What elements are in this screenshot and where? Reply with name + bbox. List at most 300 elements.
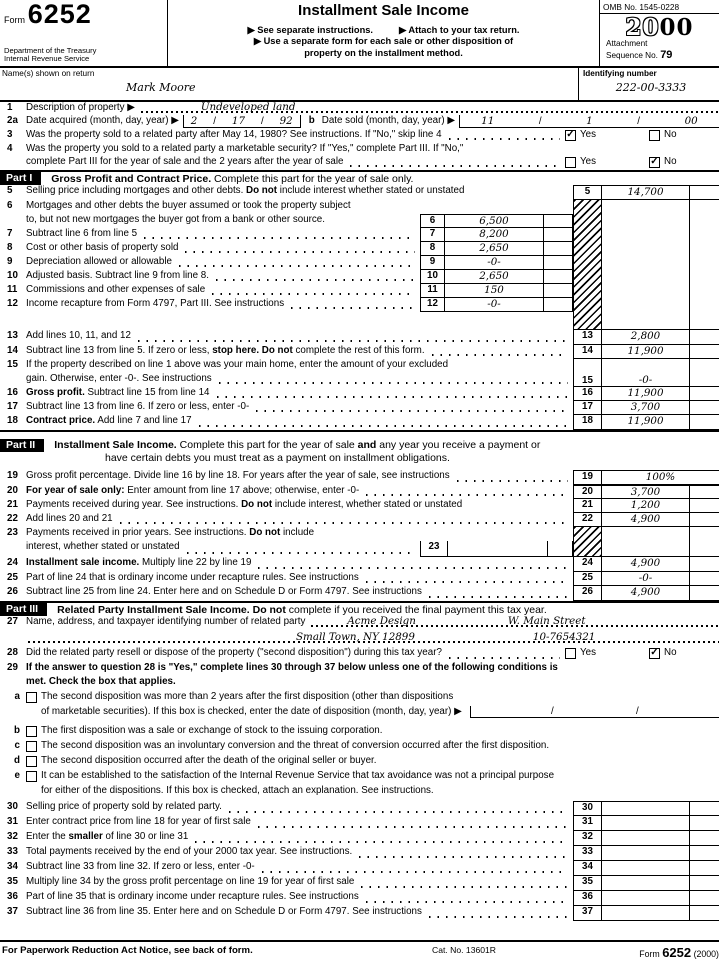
line-11-label: Commissions and other expenses of sale: [26, 284, 206, 295]
line-13-numbox: 13: [573, 330, 602, 345]
line-25-label: Part of line 24 that is ordinary income under recapture rules. See instructions: [26, 572, 359, 583]
line-10-number: 10: [7, 270, 18, 281]
line-20-numbox: 20: [573, 485, 602, 499]
line-37-numbox: 37: [573, 906, 602, 921]
line-7-label: Subtract line 6 from line 5: [26, 228, 138, 239]
line-37-row: [0, 906, 719, 921]
line-22-label: Add lines 20 and 21: [26, 513, 113, 524]
line-2a-label: Date acquired (month, day, year) ▶: [26, 115, 179, 126]
dot-leader: [212, 293, 415, 295]
dot-leader: [449, 657, 560, 659]
line-27-label: Name, address, and taxpayer identifying number of related party: [26, 616, 306, 627]
line-14-numbox: 14: [573, 345, 602, 359]
taxpayer-name-field[interactable]: Mark Moore: [126, 81, 196, 94]
omb-number: OMB No. 1545-0228: [600, 0, 719, 14]
line-29a-checkbox[interactable]: [26, 692, 37, 703]
dot-leader: [432, 354, 568, 356]
line-35-number: 35: [7, 876, 18, 887]
line-35-cents[interactable]: [690, 876, 719, 891]
line-6-label-1: Mortgages and other debts the buyer assumed or took the property subject: [26, 200, 351, 211]
blank-area: [602, 200, 690, 330]
line-32-amount[interactable]: [602, 831, 690, 846]
line-12-number: 12: [7, 298, 18, 309]
form-title: Installment Sale Income: [298, 2, 469, 19]
line-37-label: Subtract line 36 from line 35. Enter here and on Schedule D or Form 4797. See instructions: [26, 906, 422, 917]
date-acquired-field[interactable]: 2 / 17 / 92: [183, 115, 301, 128]
identifying-number-label: Identifying number: [583, 69, 657, 78]
line-29a-row: [0, 691, 719, 706]
line-35-amount[interactable]: [602, 876, 690, 891]
line-29d-checkbox[interactable]: [26, 756, 37, 767]
line-18-number: 18: [7, 415, 18, 426]
line-28-yes-label: Yes: [580, 647, 596, 658]
line-29-label-2: met. Check the box that applies.: [26, 676, 176, 687]
line-31-amount[interactable]: [602, 816, 690, 831]
line-4-no-label: No: [664, 156, 677, 167]
line-13-number: 13: [7, 330, 18, 341]
line-22-row: [0, 513, 719, 527]
line-13-label: Add lines 10, 11, and 12: [26, 330, 131, 341]
dot-leader: [361, 886, 568, 888]
dot-leader: [187, 552, 415, 554]
line-17-row: [0, 401, 719, 415]
line-18-numbox: 18: [573, 415, 602, 430]
line-31-numbox: 31: [573, 816, 602, 831]
line-24-cents[interactable]: [690, 557, 719, 572]
line-6-label-2: to, but not new mortgages the buyer got from a bank or other source.: [26, 214, 325, 225]
line-15-numbox: 15: [573, 359, 602, 387]
line-4-label-1: Was the property you sold to a related party a marketable security? If "Yes," complete Part III. If "No,": [26, 143, 464, 154]
line-26-label: Subtract line 25 from line 24. Enter here and on Schedule D or Form 4797. See instructions: [26, 586, 422, 597]
dot-leader: [291, 307, 415, 309]
line-4-number: 4: [7, 143, 13, 154]
line-36-amount[interactable]: [602, 891, 690, 906]
line-29c-letter: c: [14, 740, 20, 751]
line-24-amount[interactable]: 4,900: [602, 557, 690, 572]
line-32-cents[interactable]: [690, 831, 719, 846]
line-1-number: 1: [7, 102, 13, 113]
line-3-no-label: No: [664, 129, 677, 140]
line-33-number: 33: [7, 846, 18, 857]
line-1-label: Description of property ▶: [26, 102, 135, 113]
line-11-amount[interactable]: 150: [445, 284, 544, 298]
form-footer-id: Form 6252 (2000): [639, 945, 719, 960]
line-16-amount[interactable]: 11,900: [602, 387, 690, 401]
line-18-row: [0, 415, 719, 430]
dot-leader: [449, 138, 560, 140]
line-12-amount[interactable]: -0-: [445, 298, 544, 312]
line-29a-label-1: The second disposition was more than 2 years after the first disposition (other than dispositions: [41, 691, 454, 702]
checkmark: ✓: [566, 129, 575, 140]
line-29c-checkbox[interactable]: [26, 741, 37, 752]
line-27-entry-2[interactable]: [28, 632, 719, 643]
line-14-cents[interactable]: [690, 345, 719, 359]
line-6-number: 6: [7, 200, 13, 211]
line-15-label-2: gain. Otherwise, enter -0-. See instructions: [26, 373, 212, 384]
part-2-title-2: have certain debts you must treat as a payment on installment obligations.: [105, 451, 450, 464]
line-25-numbox: 25: [573, 572, 602, 586]
dot-leader: [229, 811, 568, 813]
line-33-cents[interactable]: [690, 846, 719, 861]
attachment-sequence: Attachment Sequence No. 79: [606, 39, 673, 61]
line-37-amount[interactable]: [602, 906, 690, 921]
line-17-amount[interactable]: 3,700: [602, 401, 690, 415]
checkmark: ✓: [650, 156, 659, 167]
line-17-numbox: 17: [573, 401, 602, 415]
dot-leader: [429, 596, 568, 598]
line-17-number: 17: [7, 401, 18, 412]
line-3-number: 3: [7, 129, 13, 140]
line-10-cents[interactable]: [544, 270, 573, 284]
line-4-yes-label: Yes: [580, 156, 596, 167]
line-8-numbox: 8: [420, 242, 445, 256]
lines-6-12-block: [0, 200, 719, 330]
line-11-cents[interactable]: [544, 284, 573, 298]
form-word: Form: [4, 15, 25, 25]
line-19-row: [0, 470, 719, 485]
line-26-row: [0, 586, 719, 601]
line-5-cents[interactable]: [690, 185, 719, 200]
line-29e-row-2: [0, 785, 719, 801]
line-13-row: [0, 330, 719, 345]
instruction-bullet-4: property on the installment method.: [304, 47, 463, 58]
line-29e-label-2: for either of the dispositions. If this box is checked, attach an explanation. See instructions.: [41, 785, 434, 796]
line-5-amount[interactable]: 14,700: [602, 185, 690, 200]
line-24-numbox: 24: [573, 557, 602, 572]
part-1-header: [0, 170, 719, 185]
line-31-label: Enter contract price from line 18 for year of first sale: [26, 816, 251, 827]
line-8-label: Cost or other basis of property sold: [26, 242, 179, 253]
line-23-label-2: interest, whether stated or unstated: [26, 541, 180, 552]
part-1-chip: Part I: [0, 172, 41, 185]
line-19-amount[interactable]: 100%: [602, 470, 719, 485]
paperwork-notice: For Paperwork Reduction Act Notice, see back of form.: [2, 945, 253, 956]
name-row: [0, 68, 719, 102]
line-29d-label: The second disposition occurred after the death of the original seller or buyer.: [41, 755, 377, 766]
line-33-row: [0, 846, 719, 861]
line-28-number: 28: [7, 647, 18, 658]
part-2-header: [0, 430, 719, 470]
line-8-amount[interactable]: 2,650: [445, 242, 544, 256]
line-26-numbox: 26: [573, 586, 602, 601]
line-3-label: Was the property sold to a related party after May 14, 1980? See instructions. If "No," skip line 4: [26, 129, 442, 140]
line-5-numbox: 5: [573, 185, 602, 200]
line-21-numbox: 21: [573, 499, 602, 513]
form-header: [0, 0, 719, 68]
line-20-row: [0, 485, 719, 499]
line-4-label-2: complete Part III for the year of sale and the 2 years after the year of sale: [26, 156, 344, 167]
dot-leader: [457, 480, 568, 482]
line-26-cents[interactable]: [690, 586, 719, 601]
instruction-bullet-1: ▶ See separate instructions.: [247, 25, 374, 35]
line-20-amount[interactable]: 3,700: [602, 485, 690, 499]
line-7-number: 7: [7, 228, 13, 239]
line-1-entry[interactable]: [141, 102, 719, 113]
line-6-amount[interactable]: 6,500: [445, 214, 544, 228]
line-29-number: 29: [7, 662, 18, 673]
form-number: 6252: [27, 0, 92, 29]
line-34-cents[interactable]: [690, 861, 719, 876]
line-16-numbox: 16: [573, 387, 602, 401]
line-37-number: 37: [7, 906, 18, 917]
blank-area: [602, 527, 690, 557]
line-15-cents[interactable]: [690, 359, 719, 387]
related-party-name[interactable]: Acme Design: [347, 616, 416, 627]
line-29b-checkbox[interactable]: [26, 726, 37, 737]
catalog-number: Cat. No. 13601R: [432, 945, 497, 955]
line-24-label: Installment sale income. Multiply line 22 by line 19: [26, 557, 252, 568]
line-23-numbox: 23: [420, 541, 448, 557]
line-13-cents[interactable]: [690, 330, 719, 345]
line-36-numbox: 36: [573, 891, 602, 906]
line-3-yes-checkbox[interactable]: [565, 130, 576, 141]
line-29c-row: [0, 740, 719, 755]
line-29a-label-2: of marketable securities). If this box is checked, enter the date of disposition (month, day, year) ▶: [41, 706, 462, 717]
line-32-label: Enter the smaller of line 30 or line 31: [26, 831, 189, 842]
line-30-amount[interactable]: [602, 801, 690, 816]
form-number-block: [0, 0, 168, 66]
part-2-title: Installment Sale Income. Complete this part for the year of sale and any year you receive a payment or: [54, 439, 541, 451]
line-21-cents[interactable]: [690, 499, 719, 513]
line-10-label: Adjusted basis. Subtract line 9 from line 8.: [26, 270, 209, 281]
line-33-amount[interactable]: [602, 846, 690, 861]
dot-leader: [138, 340, 568, 342]
line-32-number: 32: [7, 831, 18, 842]
line-12-label: Income recapture from Form 4797, Part III. See instructions: [26, 298, 285, 309]
line-29a-row-2: [0, 706, 719, 725]
line-5-label: Selling price including mortgages and other debts. Do not include interest whether stated or unstated: [26, 185, 465, 196]
line-36-cents[interactable]: [690, 891, 719, 906]
line-12-cents[interactable]: [544, 298, 573, 312]
line-22-number: 22: [7, 513, 18, 524]
line-21-row: [0, 499, 719, 513]
line-31-number: 31: [7, 816, 18, 827]
dot-leader: [366, 581, 568, 583]
line-31-row: [0, 816, 719, 831]
line-25-number: 25: [7, 572, 18, 583]
part-2-chip: Part II: [0, 439, 44, 452]
line-4-row: [0, 143, 719, 156]
dot-leader: [262, 871, 568, 873]
line-32-row: [0, 831, 719, 846]
line-26-amount[interactable]: 4,900: [602, 586, 690, 601]
line-25-amount[interactable]: -0-: [602, 572, 690, 586]
line-31-cents[interactable]: [690, 816, 719, 831]
line-23-amount[interactable]: [448, 541, 548, 557]
line-19-numbox: 19: [573, 470, 602, 485]
line-35-label: Multiply line 34 by the gross profit percentage on line 19 for year of first sale: [26, 876, 355, 887]
line-29e-row: [0, 770, 719, 785]
dot-leader: [219, 382, 568, 384]
line-18-amount[interactable]: 11,900: [602, 415, 690, 430]
dot-leader: [217, 396, 568, 398]
line-3-row: [0, 129, 719, 143]
line-27-row: [0, 616, 719, 632]
dot-leader: [366, 901, 568, 903]
line-3-yes-label: Yes: [580, 129, 596, 140]
name-label: Name(s) shown on return: [2, 69, 95, 78]
line-19-label: Gross profit percentage. Divide line 16 by line 18. For years after the year of sale, see instructions: [26, 470, 450, 481]
line-14-number: 14: [7, 345, 18, 356]
line-4-yes-checkbox[interactable]: [565, 157, 576, 168]
date-sold-field[interactable]: 11 / 1 / 00: [459, 115, 719, 128]
line-12-numbox: 12: [420, 298, 445, 312]
part-1-title: Gross Profit and Contract Price. Complete this part for the year of sale only.: [51, 172, 414, 185]
line-7-numbox: 7: [420, 228, 445, 242]
line-24-row: [0, 557, 719, 572]
part-3-chip: Part III: [0, 603, 47, 616]
line-25-row: [0, 572, 719, 586]
line-3-no-checkbox[interactable]: [649, 130, 660, 141]
line-28-no-label: No: [664, 647, 677, 658]
line-17-label: Subtract line 13 from line 6. If zero or less, enter -0-: [26, 401, 250, 412]
tax-year: 2000: [625, 14, 694, 41]
line-24-number: 24: [7, 557, 18, 568]
line-21-number: 21: [7, 499, 18, 510]
hatched-area: [573, 527, 602, 557]
line-10-amount[interactable]: 2,650: [445, 270, 544, 284]
line-23-cents[interactable]: [548, 541, 573, 557]
property-description-value[interactable]: Undeveloped land: [200, 102, 296, 113]
dot-leader: [429, 916, 568, 918]
line-15-number: 15: [7, 359, 18, 370]
line-5-row: [0, 185, 719, 200]
line-6-cents[interactable]: [544, 214, 573, 228]
line-15-row: [0, 359, 719, 387]
form-footer: [0, 940, 719, 963]
line-8-cents[interactable]: [544, 242, 573, 256]
related-party-tin[interactable]: 10-7654321: [532, 632, 596, 643]
line-21-label: Payments received during year. See instructions. Do not include interest, whether stated or unstated: [26, 499, 463, 510]
line-20-number: 20: [7, 485, 18, 496]
line-28-yes-checkbox[interactable]: [565, 648, 576, 659]
line-29b-letter: b: [14, 725, 20, 736]
line-28-label: Did the related party resell or dispose of the property ("second disposition") during this tax year?: [26, 647, 442, 658]
line-29-label-1: If the answer to question 28 is "Yes," complete lines 30 through 37 below unless one of the following conditions is: [26, 662, 558, 673]
line-23-label-1: Payments received in prior years. See instructions. Do not include: [26, 527, 315, 538]
line-7-cents[interactable]: [544, 228, 573, 242]
line-11-numbox: 11: [420, 284, 445, 298]
line-30-row: [0, 801, 719, 816]
line-4-no-checkbox[interactable]: [649, 157, 660, 168]
dot-leader: [366, 494, 568, 496]
line-27-entry-1[interactable]: [311, 616, 719, 627]
line-15-amount[interactable]: -0-: [602, 359, 690, 387]
line-16-cents[interactable]: [690, 387, 719, 401]
line-23-block: [0, 527, 719, 557]
line-16-number: 16: [7, 387, 18, 398]
form-title-block: [168, 0, 599, 66]
line-18-cents[interactable]: [690, 415, 719, 430]
line-20-cents[interactable]: [690, 485, 719, 499]
line-29e-letter: e: [14, 770, 20, 781]
line-27-row-2: [0, 632, 719, 647]
line-2b-label: Date sold (month, day, year) ▶: [321, 115, 455, 126]
line-34-label: Subtract line 33 from line 32. If zero or less, enter -0-: [26, 861, 255, 872]
line-27-number: 27: [7, 616, 18, 627]
line-30-numbox: 30: [573, 801, 602, 816]
line-9-amount[interactable]: -0-: [445, 256, 544, 270]
line-29d-row: [0, 755, 719, 770]
line-28-row: [0, 647, 719, 662]
identifying-number-field[interactable]: 222-00-3333: [615, 81, 687, 94]
dot-leader: [185, 251, 415, 253]
second-disposition-date-field[interactable]: / /: [470, 706, 719, 718]
instruction-bullet-3: ▶ Use a separate form for each sale or other disposition of: [253, 36, 514, 46]
line-30-cents[interactable]: [690, 801, 719, 816]
line-29e-label-1: It can be established to the satisfaction of the Internal Revenue Service that tax avoidance was not a principal purpose: [41, 770, 555, 781]
line-28-no-checkbox[interactable]: [649, 648, 660, 659]
line-2a-number: 2a: [7, 115, 18, 126]
line-35-numbox: 35: [573, 876, 602, 891]
line-35-row: [0, 876, 719, 891]
blank-cents: [690, 200, 719, 330]
line-10-numbox: 10: [420, 270, 445, 284]
dot-leader: [350, 165, 560, 167]
line-9-label: Depreciation allowed or allowable: [26, 256, 172, 267]
line-29d-letter: d: [14, 755, 20, 766]
line-17-cents[interactable]: [690, 401, 719, 415]
dot-leader: [144, 237, 415, 239]
line-29-row-2: [0, 676, 719, 691]
omb-block: [599, 0, 719, 66]
dot-leader: [216, 279, 415, 281]
line-25-cents[interactable]: [690, 572, 719, 586]
line-14-amount[interactable]: 11,900: [602, 345, 690, 359]
dot-leader: [256, 410, 568, 412]
line-8-number: 8: [7, 242, 13, 253]
dot-leader: [258, 826, 568, 828]
line-29c-label: The second disposition was an involuntary conversion and the threat of conversion occurred after the first disposition.: [41, 740, 550, 751]
department-label: Department of the Treasury Internal Revenue Service: [4, 45, 97, 64]
line-36-row: [0, 891, 719, 906]
related-party-city[interactable]: Small Town, NY 12899: [296, 632, 415, 643]
line-29b-row: [0, 725, 719, 740]
line-30-number: 30: [7, 801, 18, 812]
line-18-label: Contract price. Add line 7 and line 17: [26, 415, 192, 426]
dot-leader: [199, 425, 568, 427]
line-29a-letter: a: [14, 691, 20, 702]
line-22-amount[interactable]: 4,900: [602, 513, 690, 527]
line-19-number: 19: [7, 470, 18, 481]
line-5-number: 5: [7, 185, 13, 196]
line-22-numbox: 22: [573, 513, 602, 527]
line-29-row: [0, 662, 719, 676]
checkmark: ✓: [650, 647, 659, 658]
line-34-amount[interactable]: [602, 861, 690, 876]
line-11-number: 11: [7, 284, 18, 295]
line-13-amount[interactable]: 2,800: [602, 330, 690, 345]
dot-leader: [179, 265, 415, 267]
line-7-amount[interactable]: 8,200: [445, 228, 544, 242]
hatched-area: [573, 200, 602, 330]
line-29e-checkbox[interactable]: [26, 771, 37, 782]
line-32-numbox: 32: [573, 831, 602, 846]
line-9-cents[interactable]: [544, 256, 573, 270]
line-2b-letter: b: [308, 115, 315, 126]
line-6-numbox: 6: [420, 214, 445, 228]
line-9-number: 9: [7, 256, 13, 267]
related-party-street[interactable]: W. Main Street: [507, 616, 586, 627]
line-37-cents[interactable]: [690, 906, 719, 921]
line-2-row: [0, 115, 719, 129]
instruction-bullet-2: ▶ Attach to your tax return.: [399, 25, 520, 35]
part-3-header: [0, 601, 719, 616]
line-14-label: Subtract line 13 from line 5. If zero or less, stop here. Do not complete the rest of this form.: [26, 345, 425, 356]
line-30-label: Selling price of property sold by related party.: [26, 801, 222, 812]
line-22-cents[interactable]: [690, 513, 719, 527]
line-21-amount[interactable]: 1,200: [602, 499, 690, 513]
